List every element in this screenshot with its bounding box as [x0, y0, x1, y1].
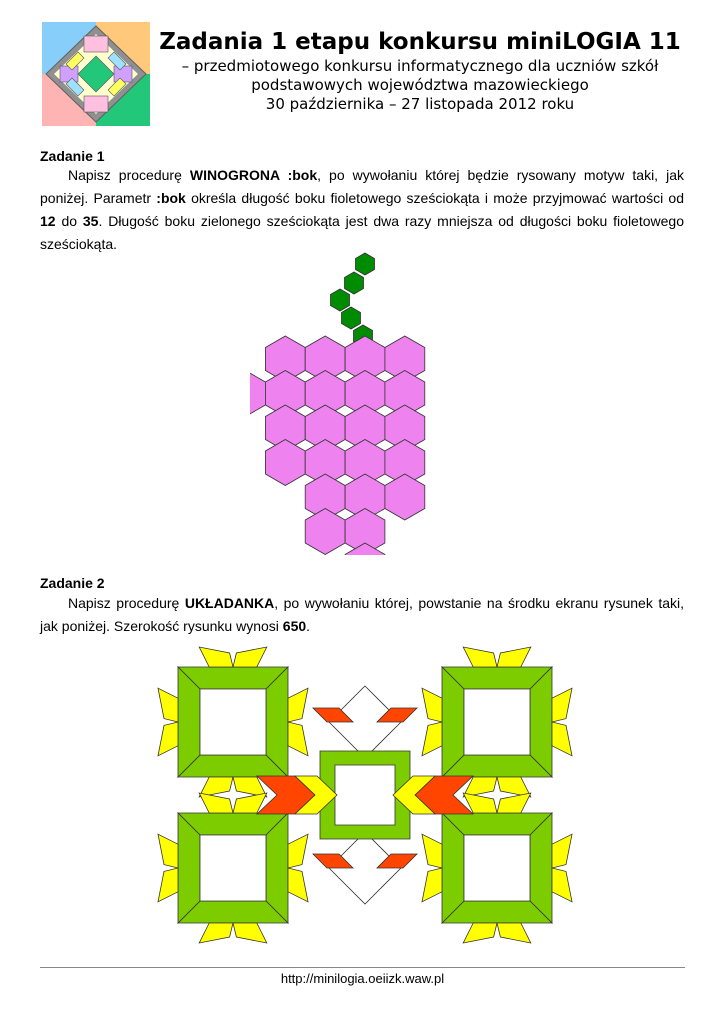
yellow-petal — [288, 834, 308, 868]
yellow-petal — [158, 688, 178, 722]
subtitle-line: – przedmiotowego konkursu informatycznego dla uczniów szkół — [181, 57, 659, 75]
yellow-petal — [158, 868, 178, 902]
footer-url: http://minilogia.oeiizk.waw.pl — [280, 971, 445, 986]
yellow-petal — [158, 834, 178, 868]
yellow-petal — [233, 647, 267, 667]
yellow-petal — [497, 793, 531, 813]
yellow-petal — [552, 834, 572, 868]
minilogia-logo-icon — [42, 22, 150, 126]
white-square — [200, 835, 266, 901]
subtitle-line: podstawowych województwa mazowieckiego — [251, 76, 589, 94]
white-square — [464, 689, 530, 755]
yellow-petal — [233, 923, 267, 943]
yellow-petal — [199, 923, 233, 943]
stem-hex — [331, 289, 350, 311]
task1-text: Napisz procedurę WINOGRONA :bok, po wywołaniu której będzie rysowany motyw taki, jak poniżej. Parametr :bok określa długość boku fioletowego sześciokąta i może przyjmować wartości od 12 do 35. Długość boku zielonego sześciokąta jest dwa razy mniejsza od długości boku fioletowego sześciokąta. — [40, 167, 684, 252]
stem-hex — [342, 307, 361, 329]
task2-heading: Zadanie 2 — [40, 575, 105, 591]
grapes-figure — [250, 250, 480, 555]
stem-hex — [356, 253, 375, 275]
yellow-petal — [497, 647, 531, 667]
grape-hex — [250, 371, 265, 417]
yellow-petal — [422, 722, 442, 756]
task1-heading: Zadanie 1 — [40, 148, 105, 164]
stem-hex — [345, 272, 364, 294]
yellow-petal — [497, 923, 531, 943]
yellow-petal — [288, 868, 308, 902]
grape-hex — [385, 474, 425, 520]
yellow-petal — [288, 722, 308, 756]
task2-text: Napisz procedurę UKŁADANKA, po wywołaniu której, powstanie na środku ekranu rysunek taki, jak poniżej. Szerokość rysunku wynosi 650. — [40, 595, 684, 634]
yellow-petal — [552, 868, 572, 902]
yellow-petal — [552, 722, 572, 756]
yellow-petal — [199, 647, 233, 667]
footer-divider — [40, 967, 685, 968]
yellow-petal — [552, 688, 572, 722]
grape-hex — [305, 509, 345, 555]
grape-hex — [265, 440, 305, 486]
subtitle-line: 30 października – 27 listopada 2012 roku — [265, 95, 575, 113]
page-title: Zadania 1 etapu konkursu miniLOGIA 11 — [159, 29, 681, 55]
white-square — [464, 835, 530, 901]
page-subtitle — [150, 57, 690, 114]
yellow-petal — [463, 647, 497, 667]
yellow-petal — [463, 923, 497, 943]
yellow-petal — [422, 688, 442, 722]
white-square — [200, 689, 266, 755]
yellow-petal — [422, 834, 442, 868]
yellow-petal — [158, 722, 178, 756]
puzzle-figure — [145, 636, 585, 954]
yellow-petal — [422, 868, 442, 902]
yellow-petal — [199, 793, 233, 813]
yellow-petal — [288, 688, 308, 722]
white-square — [335, 765, 395, 825]
